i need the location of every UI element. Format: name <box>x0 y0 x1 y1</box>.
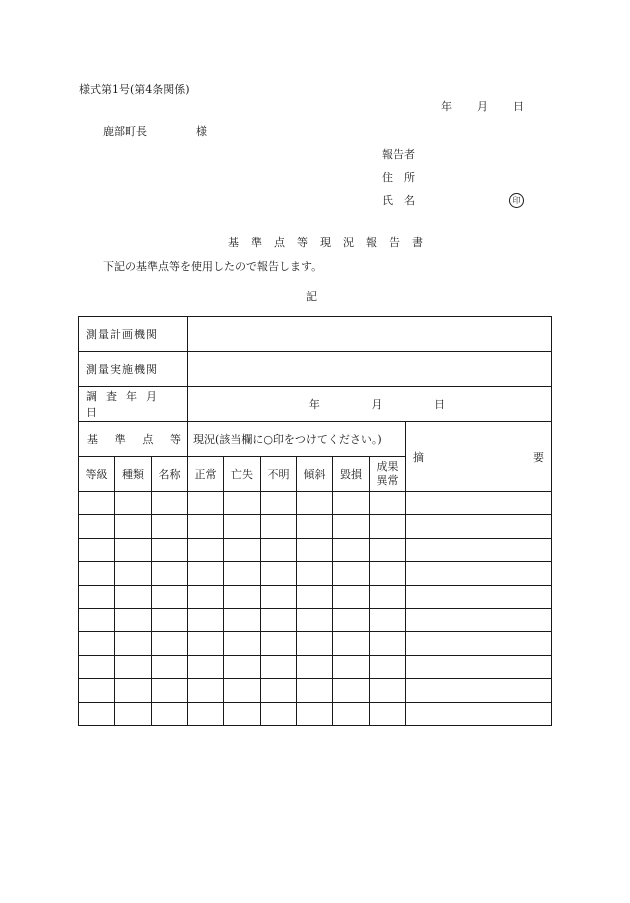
table-cell[interactable] <box>261 679 297 702</box>
kijunten-char-2: 準 <box>114 433 126 446</box>
table-cell[interactable] <box>261 538 297 561</box>
kijunten-char-3: 点 <box>142 433 154 446</box>
table-cell[interactable] <box>152 492 188 515</box>
table-cell[interactable] <box>79 679 115 702</box>
date-year: 年 <box>441 100 452 113</box>
col-result-abnormal-line1: 成果 <box>376 460 399 474</box>
table-cell[interactable] <box>370 702 406 725</box>
col-grade: 等級 <box>79 457 115 492</box>
kijunten-header-row <box>79 422 552 457</box>
table-cell[interactable] <box>333 655 370 678</box>
table-cell[interactable] <box>152 538 188 561</box>
col-lost: 亡失 <box>224 457 261 492</box>
col-result-abnormal-line2: 異常 <box>376 474 399 487</box>
col-damaged: 毀損 <box>333 457 370 492</box>
status-header: 現況(該当欄に○印をつけてください。) <box>188 422 406 457</box>
table-cell[interactable] <box>333 515 370 538</box>
table-row <box>79 585 552 608</box>
table-cell[interactable] <box>333 702 370 725</box>
table-cell[interactable] <box>333 538 370 561</box>
addressee-name: 鹿部町長 <box>103 125 147 138</box>
table-cell[interactable] <box>406 538 552 561</box>
table-cell[interactable] <box>370 608 406 631</box>
table-cell[interactable] <box>224 702 261 725</box>
table-cell[interactable] <box>188 702 224 725</box>
table-cell[interactable] <box>152 515 188 538</box>
table-cell[interactable] <box>79 515 115 538</box>
table-cell[interactable] <box>370 492 406 515</box>
table-cell[interactable] <box>115 585 152 608</box>
survey-month: 月 <box>371 398 383 411</box>
table-cell[interactable] <box>224 608 261 631</box>
table-cell[interactable] <box>152 585 188 608</box>
reporter-name-label: 氏 名 <box>382 194 415 207</box>
table-cell[interactable] <box>115 608 152 631</box>
table-cell[interactable] <box>79 562 115 585</box>
kijunten-label <box>79 422 188 457</box>
table-cell[interactable] <box>297 538 333 561</box>
planning-agency-field[interactable] <box>188 317 552 352</box>
table-cell[interactable] <box>152 702 188 725</box>
table-cell[interactable] <box>152 608 188 631</box>
table-cell[interactable] <box>370 538 406 561</box>
tekiyo-header <box>406 422 552 492</box>
survey-date-row <box>79 387 552 422</box>
addressee-honorific: 様 <box>196 125 207 138</box>
table-cell[interactable] <box>333 632 370 655</box>
table-cell[interactable] <box>297 632 333 655</box>
table-cell[interactable] <box>261 655 297 678</box>
report-table <box>78 316 552 726</box>
table-cell[interactable] <box>297 608 333 631</box>
table-cell[interactable] <box>406 608 552 631</box>
col-tilted: 傾斜 <box>297 457 333 492</box>
table-cell[interactable] <box>333 562 370 585</box>
kijunten-char-4: 等 <box>170 433 182 446</box>
table-cell[interactable] <box>79 655 115 678</box>
col-unknown: 不明 <box>261 457 297 492</box>
implementing-agency-label: 測量実施機関 <box>79 352 188 387</box>
table-cell[interactable] <box>370 655 406 678</box>
table-cell[interactable] <box>188 585 224 608</box>
table-cell[interactable] <box>188 655 224 678</box>
table-cell[interactable] <box>79 492 115 515</box>
table-cell[interactable] <box>188 679 224 702</box>
col-type: 種類 <box>115 457 152 492</box>
table-cell[interactable] <box>406 585 552 608</box>
table-row <box>79 608 552 631</box>
table-cell[interactable] <box>188 608 224 631</box>
table-cell[interactable] <box>224 585 261 608</box>
table-cell[interactable] <box>224 515 261 538</box>
reporter-address-label: 住 所 <box>382 171 415 184</box>
survey-date-label <box>79 387 188 422</box>
table-cell[interactable] <box>297 562 333 585</box>
ki-heading: 記 <box>306 290 317 303</box>
table-cell[interactable] <box>297 655 333 678</box>
reporter-title: 報告者 <box>382 148 415 161</box>
table-cell[interactable] <box>79 608 115 631</box>
table-cell[interactable] <box>261 515 297 538</box>
col-normal: 正常 <box>188 457 224 492</box>
table-cell[interactable] <box>115 632 152 655</box>
date-month: 月 <box>477 100 488 113</box>
table-cell[interactable] <box>224 679 261 702</box>
table-cell[interactable] <box>370 679 406 702</box>
table-cell[interactable] <box>261 492 297 515</box>
table-cell[interactable] <box>115 492 152 515</box>
table-cell[interactable] <box>115 562 152 585</box>
table-row <box>79 632 552 655</box>
table-cell[interactable] <box>224 562 261 585</box>
table-cell[interactable] <box>152 562 188 585</box>
entry-rows <box>79 492 552 726</box>
survey-day: 日 <box>434 398 446 411</box>
planning-agency-label: 測量計画機関 <box>79 317 188 352</box>
table-cell[interactable] <box>406 702 552 725</box>
table-cell[interactable] <box>406 562 552 585</box>
table-row <box>79 515 552 538</box>
table-cell[interactable] <box>188 562 224 585</box>
table-cell[interactable] <box>333 585 370 608</box>
table-cell[interactable] <box>406 492 552 515</box>
table-cell[interactable] <box>406 679 552 702</box>
table-row <box>79 679 552 702</box>
table-cell[interactable] <box>297 585 333 608</box>
table-cell[interactable] <box>297 492 333 515</box>
table-cell[interactable] <box>79 632 115 655</box>
table-cell[interactable] <box>224 655 261 678</box>
table-row <box>79 492 552 515</box>
table-cell[interactable] <box>79 538 115 561</box>
table-row <box>79 655 552 678</box>
table-cell[interactable] <box>224 538 261 561</box>
table-cell[interactable] <box>152 679 188 702</box>
survey-date-field[interactable] <box>188 387 552 422</box>
table-cell[interactable] <box>297 702 333 725</box>
table-cell[interactable] <box>406 515 552 538</box>
table-cell[interactable] <box>261 585 297 608</box>
table-cell[interactable] <box>261 608 297 631</box>
table-cell[interactable] <box>370 515 406 538</box>
tekiyo-char-2: 要 <box>533 450 544 464</box>
kijunten-char-1: 基 <box>87 433 98 446</box>
table-cell[interactable] <box>115 538 152 561</box>
table-cell[interactable] <box>261 702 297 725</box>
table-cell[interactable] <box>79 702 115 725</box>
form-number: 様式第1号(第4条関係) <box>79 83 190 96</box>
table-cell[interactable] <box>115 702 152 725</box>
table-cell[interactable] <box>115 515 152 538</box>
table-cell[interactable] <box>333 679 370 702</box>
table-cell[interactable] <box>115 679 152 702</box>
survey-date-label-text: 調査年月日 <box>86 390 166 419</box>
table-cell[interactable] <box>79 585 115 608</box>
table-cell[interactable] <box>333 608 370 631</box>
col-name: 名称 <box>152 457 188 492</box>
survey-year: 年 <box>308 398 320 411</box>
document-title: 基準点等現況報告書 <box>228 236 435 249</box>
planning-agency-row <box>79 317 552 352</box>
table-cell[interactable] <box>115 655 152 678</box>
seal-icon: 印 <box>509 193 524 208</box>
table-cell[interactable] <box>406 632 552 655</box>
table-cell[interactable] <box>188 515 224 538</box>
table-row <box>79 538 552 561</box>
table-cell[interactable] <box>224 492 261 515</box>
implementing-agency-row <box>79 352 552 387</box>
table-cell[interactable] <box>224 632 261 655</box>
date-day: 日 <box>513 100 524 113</box>
table-cell[interactable] <box>370 562 406 585</box>
col-result-abnormal <box>370 457 406 492</box>
table-cell[interactable] <box>370 632 406 655</box>
table-cell[interactable] <box>152 632 188 655</box>
table-cell[interactable] <box>261 562 297 585</box>
table-cell[interactable] <box>370 585 406 608</box>
table-row <box>79 562 552 585</box>
table-cell[interactable] <box>297 679 333 702</box>
table-cell[interactable] <box>188 492 224 515</box>
table-cell[interactable] <box>261 632 297 655</box>
table-cell[interactable] <box>188 538 224 561</box>
table-cell[interactable] <box>297 515 333 538</box>
table-row <box>79 702 552 725</box>
table-cell[interactable] <box>188 632 224 655</box>
tekiyo-char-1: 摘 <box>413 450 425 464</box>
table-cell[interactable] <box>333 492 370 515</box>
implementing-agency-field[interactable] <box>188 352 552 387</box>
table-cell[interactable] <box>152 655 188 678</box>
table-cell[interactable] <box>406 655 552 678</box>
intro-text: 下記の基準点等を使用したので報告します。 <box>103 260 323 273</box>
